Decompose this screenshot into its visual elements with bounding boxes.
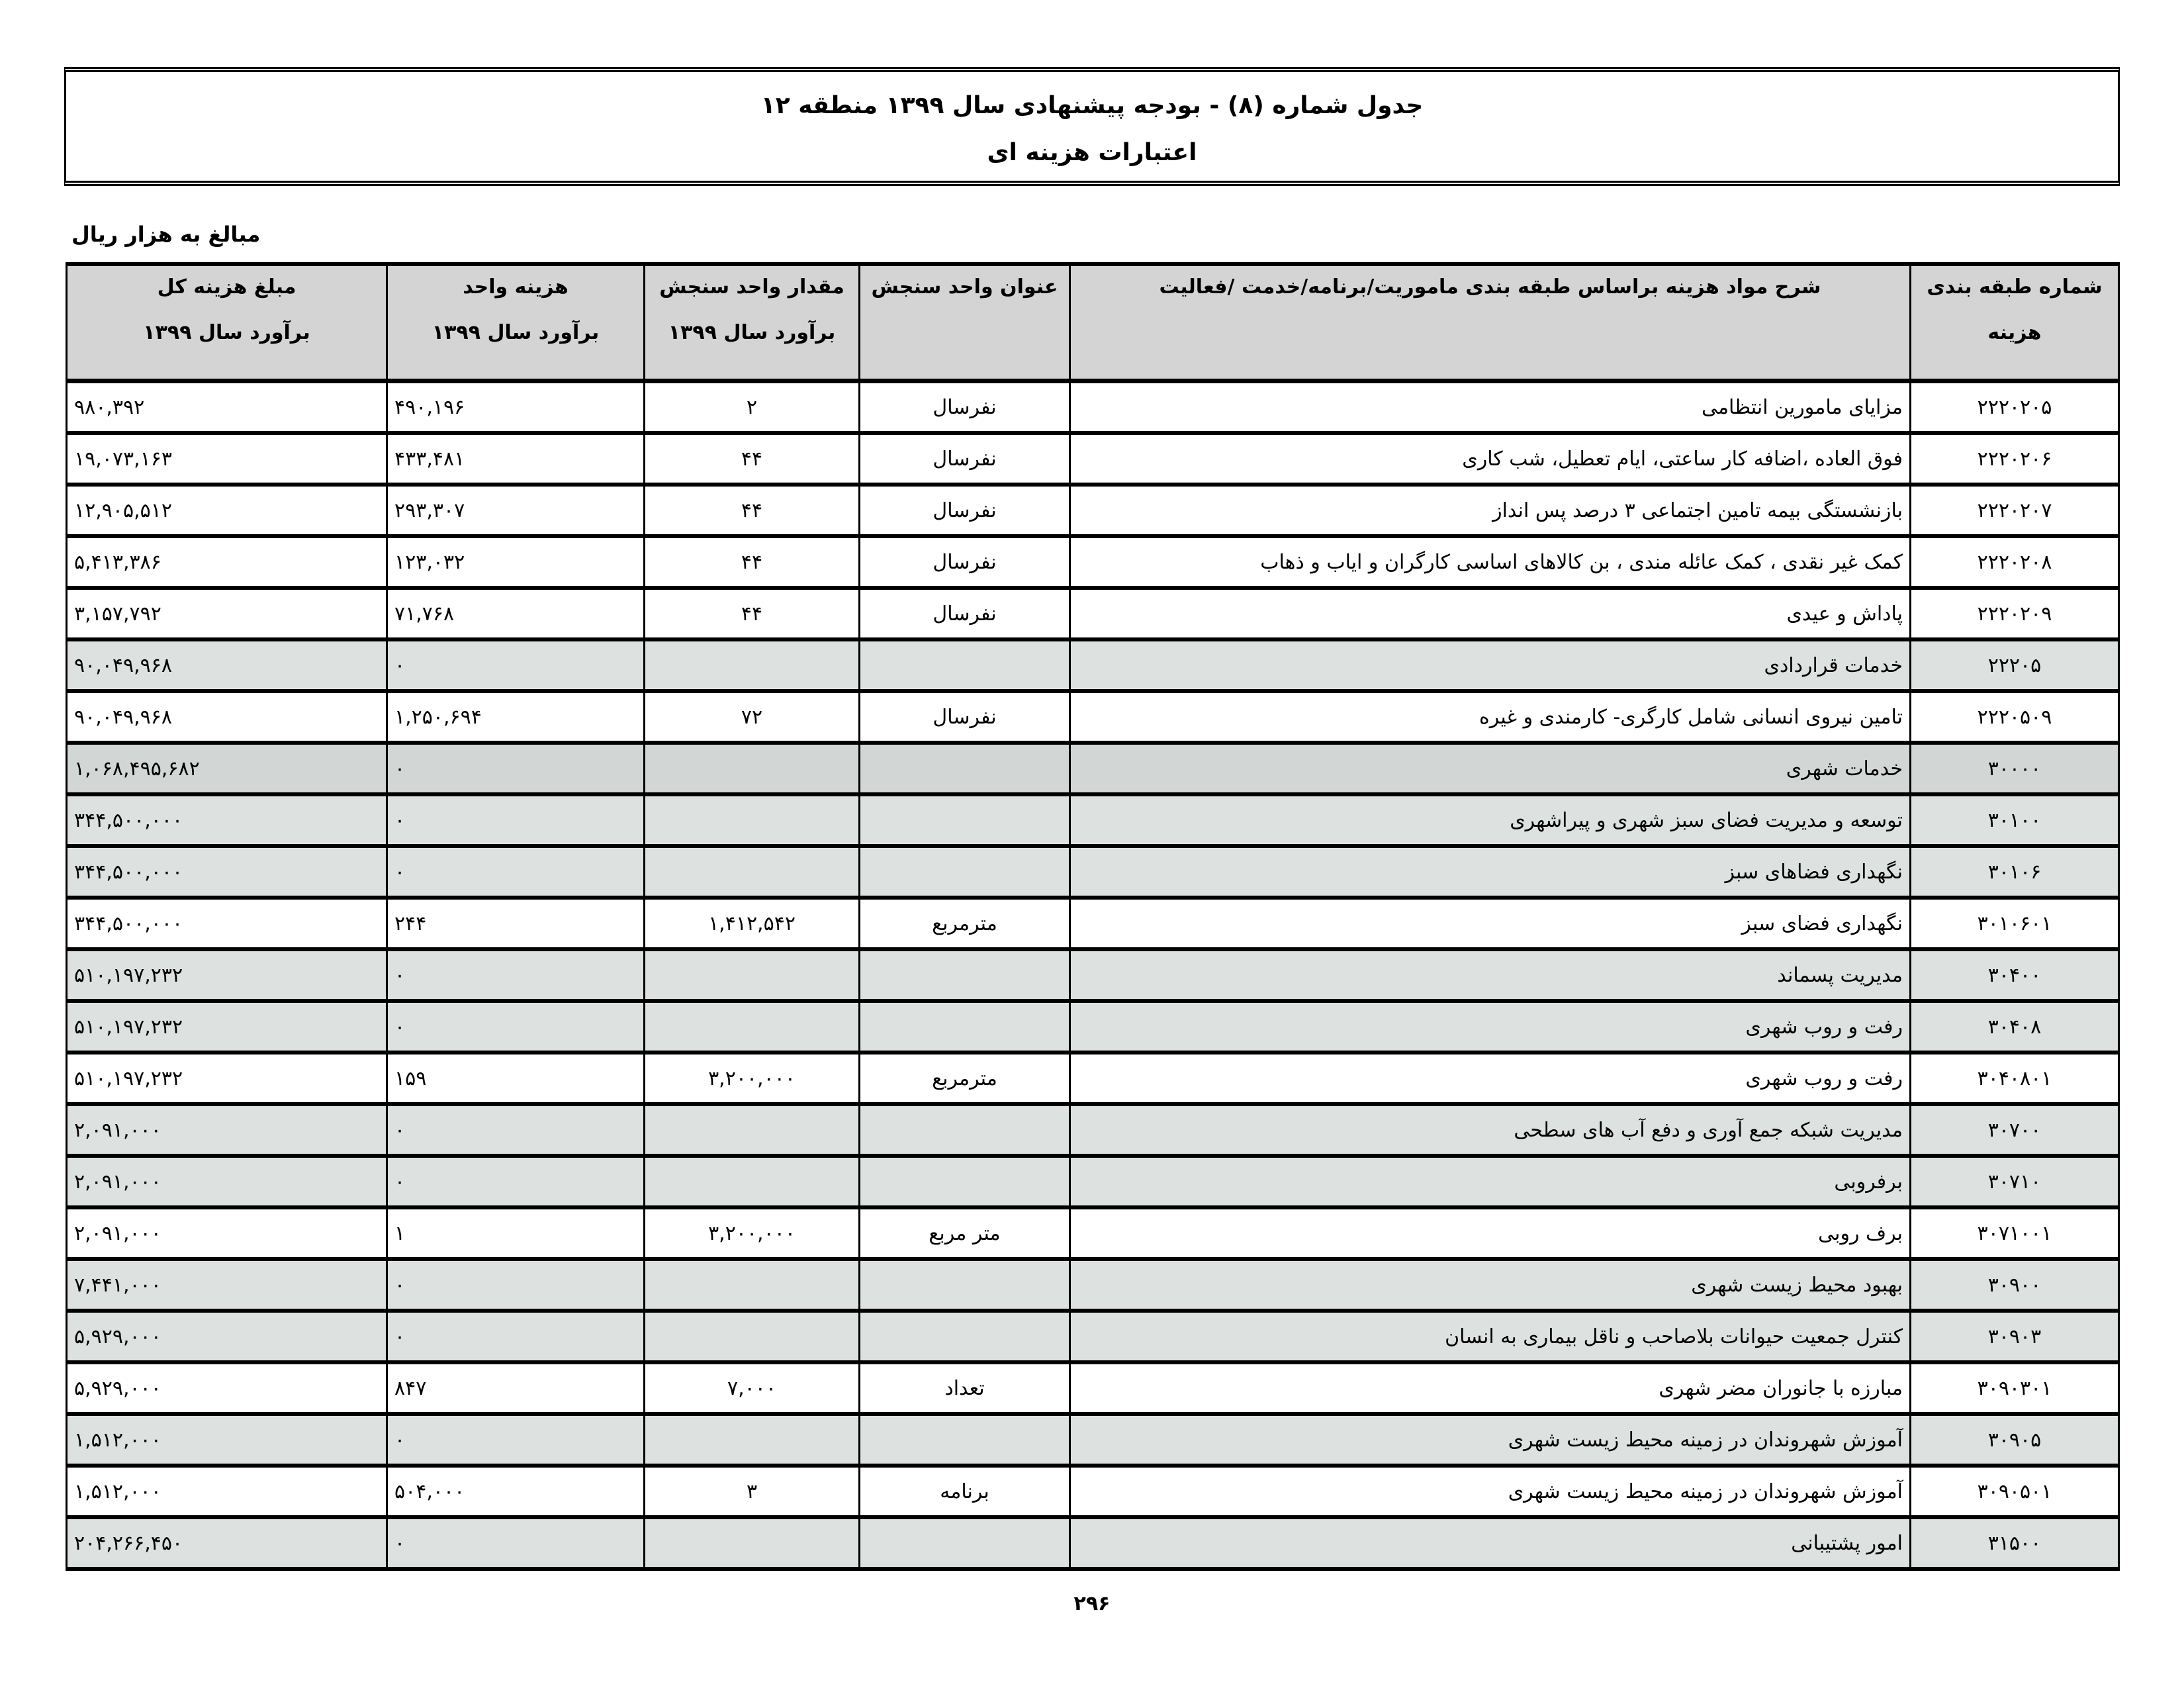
cell-description: کمک غیر نقدی ، کمک عائله مندی ، بن کالاهای اساسی کارگران و ایاب و ذهاب [1070,536,1911,588]
table-row [67,743,2119,794]
table-row [67,381,2119,434]
table-row [67,1362,2119,1414]
cell-total: ۹۰,۰۴۹,۹۶۸ [67,639,387,691]
cell-quantity [645,1517,860,1569]
cell-quantity [645,1001,860,1053]
cell-code: ۲۲۲۰۲۰۵ [1911,381,2119,434]
cell-unit: مترمربع [860,898,1070,949]
cell-quantity [645,1259,860,1311]
cell-description: بهبود محیط زیست شهری [1070,1259,1911,1311]
cell-quantity [645,1156,860,1207]
cell-total: ۱۹,۰۷۳,۱۶۳ [67,433,387,485]
header-unit-cost: هزینه واحد برآورد سال ۱۳۹۹ [387,264,645,381]
cell-unit-cost: ۰ [387,743,645,794]
cell-code: ۳۰۹۰۵ [1911,1414,2119,1466]
cell-description: امور پشتیبانی [1070,1517,1911,1569]
cell-code: ۳۰۱۰۶ [1911,846,2119,898]
cell-description: توسعه و مدیریت فضای سبز شهری و پیراشهری [1070,794,1911,846]
cell-total: ۵,۴۱۳,۳۸۶ [67,536,387,588]
cell-total: ۲,۰۹۱,۰۰۰ [67,1104,387,1156]
cell-description: رفت و روب شهری [1070,1001,1911,1053]
cell-code: ۳۰۹۰۵۰۱ [1911,1466,2119,1517]
cell-quantity: ۲ [645,381,860,434]
cell-total: ۲,۰۹۱,۰۰۰ [67,1207,387,1259]
cell-total: ۱,۵۱۲,۰۰۰ [67,1414,387,1466]
header-code: شماره طبقه بندی هزینه [1911,264,2119,381]
cell-quantity: ۷,۰۰۰ [645,1362,860,1414]
title-box [64,67,2120,186]
cell-unit: نفرسال [860,691,1070,743]
cell-unit-cost: ۰ [387,1104,645,1156]
cell-quantity: ۳ [645,1466,860,1517]
document-subtitle: اعتبارات هزینه ای [987,139,1197,166]
cell-total: ۵,۹۲۹,۰۰۰ [67,1311,387,1362]
cell-description: مبارزه با جانوران مضر شهری [1070,1362,1911,1414]
table-row [67,898,2119,949]
cell-total: ۲,۰۹۱,۰۰۰ [67,1156,387,1207]
cell-total: ۱,۰۶۸,۴۹۵,۶۸۲ [67,743,387,794]
cell-unit-cost: ۲۹۳,۳۰۷ [387,485,645,536]
cell-unit-cost: ۰ [387,1001,645,1053]
cell-total: ۲۰۴,۲۶۶,۴۵۰ [67,1517,387,1569]
cell-quantity: ۱,۴۱۲,۵۴۲ [645,898,860,949]
cell-description: نگهداری فضای سبز [1070,898,1911,949]
cell-unit [860,743,1070,794]
table-row [67,1104,2119,1156]
cell-description: پاداش و عیدی [1070,588,1911,639]
cell-unit-cost: ۱۲۳,۰۳۲ [387,536,645,588]
cell-code: ۳۰۹۰۳۰۱ [1911,1362,2119,1414]
cell-unit-cost: ۴۹۰,۱۹۶ [387,381,645,434]
table-row [67,536,2119,588]
table-row [67,588,2119,639]
header-unit: عنوان واحد سنجش [860,264,1070,381]
cell-unit [860,1311,1070,1362]
cell-total: ۱۲,۹۰۵,۵۱۲ [67,485,387,536]
table-row [67,949,2119,1001]
cell-description: خدمات قراردادی [1070,639,1911,691]
header-description: شرح مواد هزینه براساس طبقه بندی ماموریت/برنامه/خدمت /فعالیت [1070,264,1911,381]
cell-description: آموزش شهروندان در زمینه محیط زیست شهری [1070,1414,1911,1466]
cell-total: ۷,۴۴۱,۰۰۰ [67,1259,387,1311]
cell-description: بازنشستگی بیمه تامین اجتماعی ۳ درصد پس انداز [1070,485,1911,536]
cell-code: ۳۰۰۰۰ [1911,743,2119,794]
cell-unit-cost: ۲۴۴ [387,898,645,949]
table-row [67,691,2119,743]
cell-unit-cost: ۱ [387,1207,645,1259]
cell-code: ۳۰۷۱۰۰۱ [1911,1207,2119,1259]
cell-unit [860,1414,1070,1466]
table-row [67,485,2119,536]
table-row [67,1001,2119,1053]
cell-unit-cost: ۷۱,۷۶۸ [387,588,645,639]
cell-quantity [645,639,860,691]
cell-unit-cost: ۴۳۳,۴۸۱ [387,433,645,485]
cell-quantity: ۳,۲۰۰,۰۰۰ [645,1207,860,1259]
cell-code: ۳۰۴۰۸۰۱ [1911,1053,2119,1104]
cell-unit [860,949,1070,1001]
cell-description: برف روبی [1070,1207,1911,1259]
currency-unit-note: مبالغ به هزار ریال [71,222,261,247]
cell-description: آموزش شهروندان در زمینه محیط زیست شهری [1070,1466,1911,1517]
cell-quantity: ۴۴ [645,536,860,588]
header-total: مبلغ هزینه کل برآورد سال ۱۳۹۹ [67,264,387,381]
cell-code: ۳۰۹۰۰ [1911,1259,2119,1311]
cell-unit-cost: ۱۵۹ [387,1053,645,1104]
cell-code: ۳۰۴۰۸ [1911,1001,2119,1053]
cell-code: ۳۰۴۰۰ [1911,949,2119,1001]
cell-code: ۳۱۵۰۰ [1911,1517,2119,1569]
cell-code: ۳۰۱۰۶۰۱ [1911,898,2119,949]
cell-unit-cost: ۱,۲۵۰,۶۹۴ [387,691,645,743]
cell-unit [860,794,1070,846]
cell-description: برفروبی [1070,1156,1911,1207]
cell-quantity: ۴۴ [645,485,860,536]
cell-unit [860,1104,1070,1156]
cell-quantity [645,1104,860,1156]
cell-code: ۲۲۲۰۵۰۹ [1911,691,2119,743]
cell-unit-cost: ۰ [387,1517,645,1569]
cell-quantity [645,1414,860,1466]
cell-quantity [645,846,860,898]
cell-quantity: ۴۴ [645,433,860,485]
cell-total: ۵۱۰,۱۹۷,۲۳۲ [67,949,387,1001]
table-row [67,1156,2119,1207]
cell-unit-cost: ۰ [387,1311,645,1362]
cell-quantity: ۳,۲۰۰,۰۰۰ [645,1053,860,1104]
cell-total: ۳,۱۵۷,۷۹۲ [67,588,387,639]
cell-unit: نفرسال [860,485,1070,536]
cell-description: مدیریت شبکه جمع آوری و دفع آب های سطحی [1070,1104,1911,1156]
cell-unit: تعداد [860,1362,1070,1414]
cell-description: کنترل جمعیت حیوانات بلاصاحب و ناقل بیماری به انسان [1070,1311,1911,1362]
table-row [67,1466,2119,1517]
cell-total: ۵,۹۲۹,۰۰۰ [67,1362,387,1414]
cell-code: ۲۲۲۰۲۰۷ [1911,485,2119,536]
cell-total: ۳۴۴,۵۰۰,۰۰۰ [67,794,387,846]
cell-unit-cost: ۵۰۴,۰۰۰ [387,1466,645,1517]
cell-code: ۳۰۷۱۰ [1911,1156,2119,1207]
cell-total: ۵۱۰,۱۹۷,۲۳۲ [67,1001,387,1053]
cell-unit: نفرسال [860,381,1070,434]
budget-table [66,262,2120,1571]
cell-unit: نفرسال [860,588,1070,639]
cell-unit-cost: ۰ [387,794,645,846]
cell-unit [860,1001,1070,1053]
header-quantity: مقدار واحد سنجش برآورد سال ۱۳۹۹ [645,264,860,381]
cell-description: رفت و روب شهری [1070,1053,1911,1104]
cell-unit-cost: ۸۴۷ [387,1362,645,1414]
cell-unit: برنامه [860,1466,1070,1517]
cell-unit: نفرسال [860,433,1070,485]
cell-code: ۳۰۷۰۰ [1911,1104,2119,1156]
cell-total: ۵۱۰,۱۹۷,۲۳۲ [67,1053,387,1104]
cell-unit [860,1259,1070,1311]
cell-unit: مترمربع [860,1053,1070,1104]
table-row [67,1311,2119,1362]
cell-description: خدمات شهری [1070,743,1911,794]
cell-quantity [645,794,860,846]
cell-code: ۲۲۲۰۲۰۶ [1911,433,2119,485]
cell-unit: متر مربع [860,1207,1070,1259]
cell-unit-cost: ۰ [387,1259,645,1311]
cell-total: ۳۴۴,۵۰۰,۰۰۰ [67,898,387,949]
cell-unit [860,1156,1070,1207]
table-header-row [67,264,2119,381]
cell-code: ۲۲۲۰۵ [1911,639,2119,691]
cell-unit-cost: ۰ [387,1156,645,1207]
cell-total: ۹۰,۰۴۹,۹۶۸ [67,691,387,743]
cell-description: مدیریت پسماند [1070,949,1911,1001]
table-row [67,1207,2119,1259]
cell-unit: نفرسال [860,536,1070,588]
cell-unit-cost: ۰ [387,1414,645,1466]
cell-description: فوق العاده ،اضافه کار ساعتی، ایام تعطیل، شب کاری [1070,433,1911,485]
cell-quantity [645,743,860,794]
cell-unit [860,639,1070,691]
cell-unit [860,1517,1070,1569]
cell-total: ۱,۵۱۲,۰۰۰ [67,1466,387,1517]
table-row [67,846,2119,898]
cell-quantity: ۷۲ [645,691,860,743]
cell-total: ۳۴۴,۵۰۰,۰۰۰ [67,846,387,898]
cell-unit [860,846,1070,898]
cell-unit-cost: ۰ [387,846,645,898]
table-row [67,794,2119,846]
page-number: ۲۹۶ [1073,1592,1111,1615]
cell-code: ۳۰۹۰۳ [1911,1311,2119,1362]
cell-description: نگهداری فضاهای سبز [1070,846,1911,898]
cell-code: ۲۲۲۰۲۰۹ [1911,588,2119,639]
cell-unit-cost: ۰ [387,949,645,1001]
cell-total: ۹۸۰,۳۹۲ [67,381,387,434]
table-row [67,1259,2119,1311]
cell-unit-cost: ۰ [387,639,645,691]
cell-quantity [645,949,860,1001]
cell-description: تامین نیروی انسانی شامل کارگری- کارمندی و غیره [1070,691,1911,743]
table-row [67,433,2119,485]
cell-quantity [645,1311,860,1362]
table-row [67,1053,2119,1104]
cell-code: ۲۲۲۰۲۰۸ [1911,536,2119,588]
cell-description: مزایای مامورین انتظامی [1070,381,1911,434]
table-row [67,639,2119,691]
cell-quantity: ۴۴ [645,588,860,639]
table-row [67,1414,2119,1466]
cell-code: ۳۰۱۰۰ [1911,794,2119,846]
document-title: جدول شماره (۸) - بودجه پیشنهادی سال ۱۳۹۹ منطقه ۱۲ [760,92,1424,119]
table-row [67,1517,2119,1569]
